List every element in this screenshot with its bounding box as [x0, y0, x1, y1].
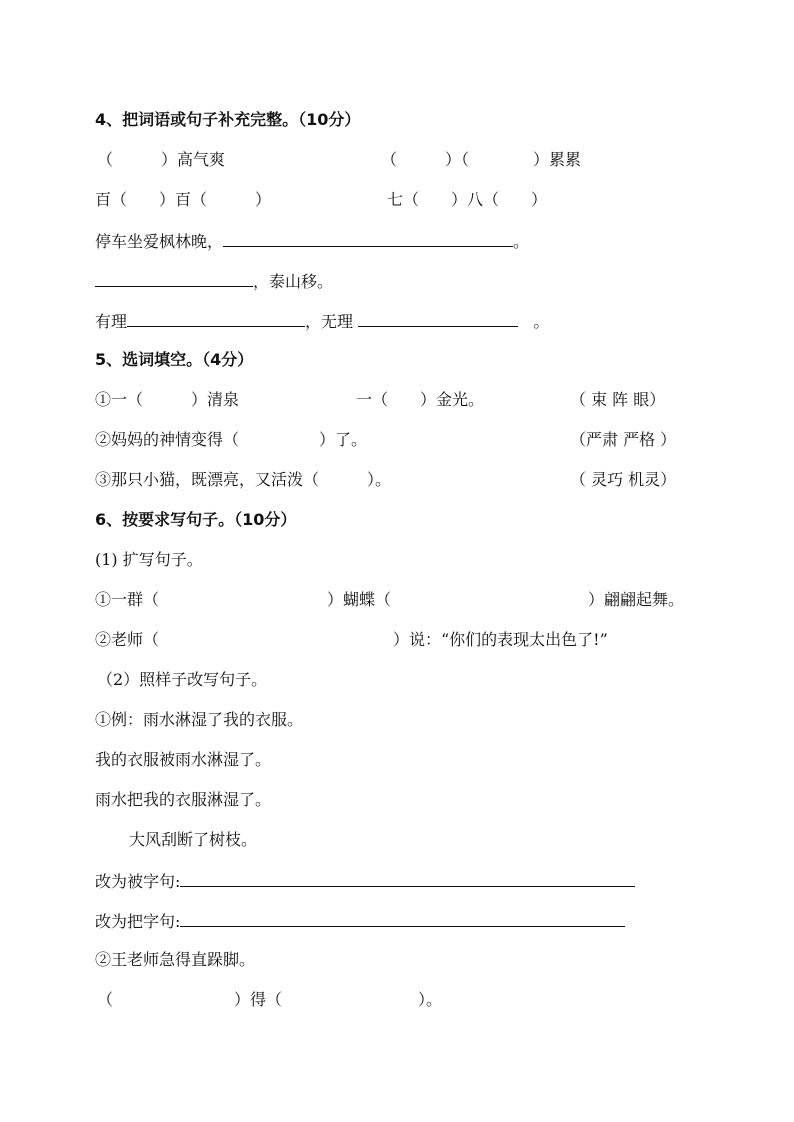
expand1-c: ）翩翩起舞。 — [588, 590, 685, 609]
s4-row2-right: 七（ ）八（ ） — [387, 190, 548, 209]
ba-blank[interactable] — [180, 910, 625, 927]
s4-row2-left: 百（ ）百（ ） — [95, 190, 272, 209]
s5-row3-options: （ 灵巧 机灵） — [570, 470, 677, 489]
wuli-text: ，无理 — [305, 312, 354, 331]
s6-expand-row2 — [95, 630, 715, 650]
s6-expand-row1 — [95, 590, 715, 610]
s4-row4 — [95, 270, 333, 292]
s4-row1-left: （ ）高气爽 — [97, 150, 226, 169]
q2-open: （ — [97, 990, 114, 1009]
section-5-title: 5、选词填空。（4分） — [95, 350, 254, 369]
bei-blank[interactable] — [180, 870, 635, 887]
question2-sentence: ②王老师急得直跺脚。 — [95, 950, 256, 969]
s5-row1-options: （ 束 阵 眼） — [570, 390, 666, 409]
wuli-blank[interactable] — [358, 310, 518, 327]
question2-answer-row — [97, 990, 497, 1010]
youli-blank[interactable] — [127, 310, 305, 327]
section-6-title: 6、按要求写句子。（10分） — [95, 510, 297, 529]
proverb-text: ，泰山移。 — [253, 272, 334, 291]
example-bei: 我的衣服被雨水淋湿了。 — [95, 750, 272, 769]
question-sentence: 大风刮断了树枝。 — [129, 830, 258, 849]
expand1-a: ①一群（ — [95, 590, 160, 609]
poem-end: 。 — [513, 232, 530, 251]
s5-row1-mid: 一（ ）金光。 — [356, 390, 485, 409]
s5-row2-options: （严肃 严格 ） — [570, 430, 677, 449]
proverb-blank[interactable] — [95, 270, 253, 287]
example-ba: 雨水把我的衣服淋湿了。 — [95, 790, 272, 809]
expand1-b: ）蝴蝶（ — [327, 590, 392, 609]
youli-end: 。 — [533, 312, 550, 331]
section-4-title: 4、把词语或句子补充完整。（10分） — [95, 110, 361, 129]
q2-mid: ）得（ — [234, 990, 283, 1009]
s5-row2-left: ②妈妈的神情变得（ ）了。 — [95, 430, 368, 449]
youli-text: 有理 — [95, 312, 128, 331]
ba-label: 改为把字句: — [95, 912, 181, 931]
s5-row1-left: ①一（ ）清泉 — [95, 390, 240, 409]
s5-row3-left: ③那只小猫，既漂亮，又活泼（ ）。 — [95, 470, 392, 489]
bei-row — [95, 870, 635, 892]
s4-row3 — [95, 230, 529, 252]
poem-line-text: 停车坐爱枫林晚， — [95, 232, 224, 251]
bei-label: 改为被字句: — [95, 872, 181, 891]
ba-row — [95, 910, 625, 932]
expand2-b: ）说：“你们的表现太出色了!” — [393, 630, 608, 649]
s4-row5 — [95, 310, 549, 332]
poem-blank[interactable] — [223, 230, 513, 247]
s6-part1-label: (1) 扩写句子。 — [95, 550, 203, 569]
q2-end: ）。 — [418, 990, 443, 1009]
expand2-a: ②老师（ — [95, 630, 160, 649]
example-sentence: ①例：雨水淋湿了我的衣服。 — [95, 710, 304, 729]
s6-part2-label: （2）照样子改写句子。 — [97, 670, 268, 689]
s4-row1-right: （ ）（ ）累累 — [381, 150, 582, 169]
